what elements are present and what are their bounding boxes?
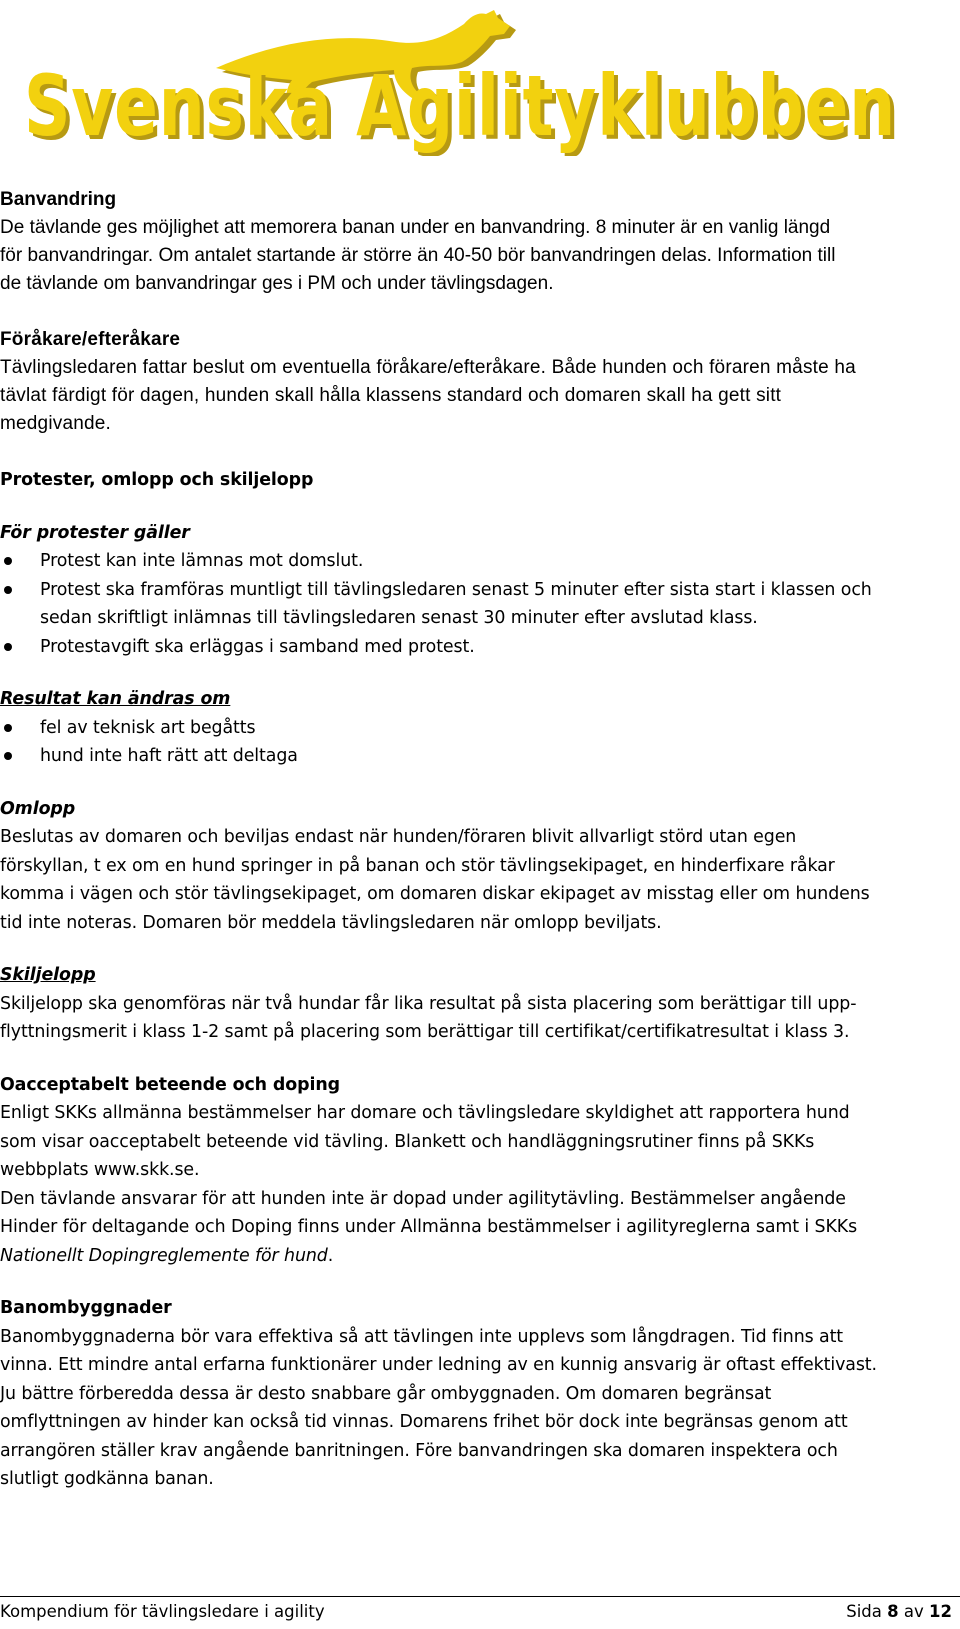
paragraph-line: De tävlande ges möjlighet att memorera banan under en banvandring. 8 minuter är en vanlig längd — [0, 217, 831, 238]
list-item-text: Protestavgift ska erläggas i samband med protest. — [40, 636, 475, 657]
paragraph-line: arrangören ställer krav angående banritningen. Före banvandringen ska domaren inspektera och — [0, 1440, 838, 1461]
paragraph-line: tävlat färdigt för dagen, hunden skall hålla klassens standard och domaren skall ha gett sitt — [0, 385, 782, 406]
bullet-list — [0, 547, 948, 661]
page-number — [846, 1597, 952, 1627]
list-item — [0, 742, 948, 771]
paragraph-line: tid inte noteras. Domaren bör meddela tävlingsledaren när omlopp beviljats. — [0, 912, 662, 933]
paragraph-line: Ju bättre förberedda dessa är desto snabbare går ombyggnaden. Om domaren begränsat — [0, 1383, 772, 1404]
page-footer — [0, 1596, 960, 1627]
section-heading: Oacceptabelt beteende och doping — [0, 1074, 340, 1095]
page-separator: av — [903, 1602, 924, 1621]
sentence-end: . — [327, 1245, 334, 1266]
list-item-text: fel av teknisk art begåtts — [40, 717, 256, 738]
paragraph-line: omflyttningen av hinder kan också tid vinnas. Domarens frihet bör dock inte begränsas genom att — [0, 1412, 848, 1432]
list-item-text: sedan skriftligt inlämnas till tävlingsledaren senast 30 minuter efter avslutad klass. — [40, 608, 758, 628]
list-item — [0, 633, 948, 662]
document-title-reference: Nationellt Dopingreglemente för hund — [0, 1245, 328, 1266]
club-logo — [22, 6, 932, 156]
section-subheading: Omlopp — [0, 798, 76, 819]
list-item — [0, 576, 948, 633]
section-banvandring — [0, 186, 948, 298]
paragraph-line: vinna. Ett mindre antal erfarna funktionärer under ledning av en kunnig ansvarig är oftast effektivast. — [0, 1355, 877, 1375]
section-heading: Föråkare/efteråkare — [0, 329, 181, 350]
section-heading: Banvandring — [0, 189, 117, 210]
list-item — [0, 547, 948, 576]
document-body — [0, 186, 948, 1494]
paragraph-line: Den tävlande ansvarar för att hunden inte är dopad under agilitytävling. Bestämmelser angående — [0, 1188, 846, 1209]
paragraph-line: slutligt godkänna banan. — [0, 1469, 214, 1489]
paragraph-line: Banombyggnaderna bör vara effektiva så att tävlingen inte upplevs som långdragen. Tid finns att — [0, 1326, 844, 1347]
paragraph-line: Skiljelopp ska genomföras när två hundar får lika resultat på sista placering som berättigar till upp- — [0, 993, 857, 1014]
list-item-text: hund inte haft rätt att deltaga — [40, 746, 298, 766]
section-subheading: För protester gäller — [0, 522, 190, 543]
paragraph-line: komma i vägen och stör tävlingsekipaget, om domaren diskar ekipaget av misstag eller om hundens — [0, 884, 870, 904]
logo-text-shadow: Svenska Agilityklubben — [28, 61, 900, 156]
paragraph-line: webbplats www.skk.se. — [0, 1160, 200, 1180]
paragraph-line: för banvandringar. Om antalet startande är större än 40-50 bör banvandringen delas. Information till — [0, 245, 836, 266]
section-heading: Banombyggnader — [0, 1298, 172, 1318]
list-item-text: Protest ska framföras muntligt till tävlingsledaren senast 5 minuter efter sista start i klassen och — [40, 579, 872, 600]
total-pages: 12 — [929, 1602, 952, 1621]
paragraph-line: flyttningsmerit i klass 1-2 samt på placering som berättigar till certifikat/certifikatresultat i klass 3. — [0, 1022, 850, 1042]
paragraph-line: Beslutas av domaren och beviljas endast när hunden/föraren blivit allvarligt störd utan egen — [0, 827, 797, 847]
list-item — [0, 714, 948, 743]
list-item-text: Protest kan inte lämnas mot domslut. — [40, 551, 364, 571]
paragraph-line: Enligt SKKs allmänna bestämmelser har domare och tävlingsledare skyldighet att rapportera hund — [0, 1103, 850, 1123]
paragraph-line: förskyllan, t ex om en hund springer in på banan och stör tävlingsekipaget, en hinderfixare råkar — [0, 855, 835, 876]
section-forakare — [0, 326, 948, 438]
paragraph-line: de tävlande om banvandringar ges i PM och under tävlingsdagen. — [0, 273, 554, 294]
bullet-list — [0, 714, 948, 771]
paragraph-line: Hinder för deltagande och Doping finns under Allmänna bestämmelser i agilityreglerna samt i SKKs — [0, 1217, 858, 1237]
logo-graphic — [22, 6, 932, 156]
current-page: 8 — [887, 1602, 899, 1621]
section-protester — [0, 466, 948, 1494]
paragraph-line: Tävlingsledaren fattar beslut om eventuella föråkare/efteråkare. Både hunden och föraren måste ha — [0, 357, 856, 378]
section-subheading: Resultat kan ändras om — [0, 689, 231, 709]
logo-text: Svenska Agilityklubben — [24, 57, 896, 155]
section-heading: Protester, omlopp och skiljelopp — [0, 470, 314, 490]
page-prefix: Sida — [846, 1602, 882, 1621]
paragraph-line: som visar oacceptabelt beteende vid tävling. Blankett och handläggningsrutiner finns på SKKs — [0, 1131, 815, 1152]
footer-document-title: Kompendium för tävlingsledare i agility — [0, 1602, 325, 1621]
paragraph-line: medgivande. — [0, 413, 111, 434]
section-subheading: Skiljelopp — [0, 965, 96, 985]
paragraph-line — [0, 1242, 948, 1271]
